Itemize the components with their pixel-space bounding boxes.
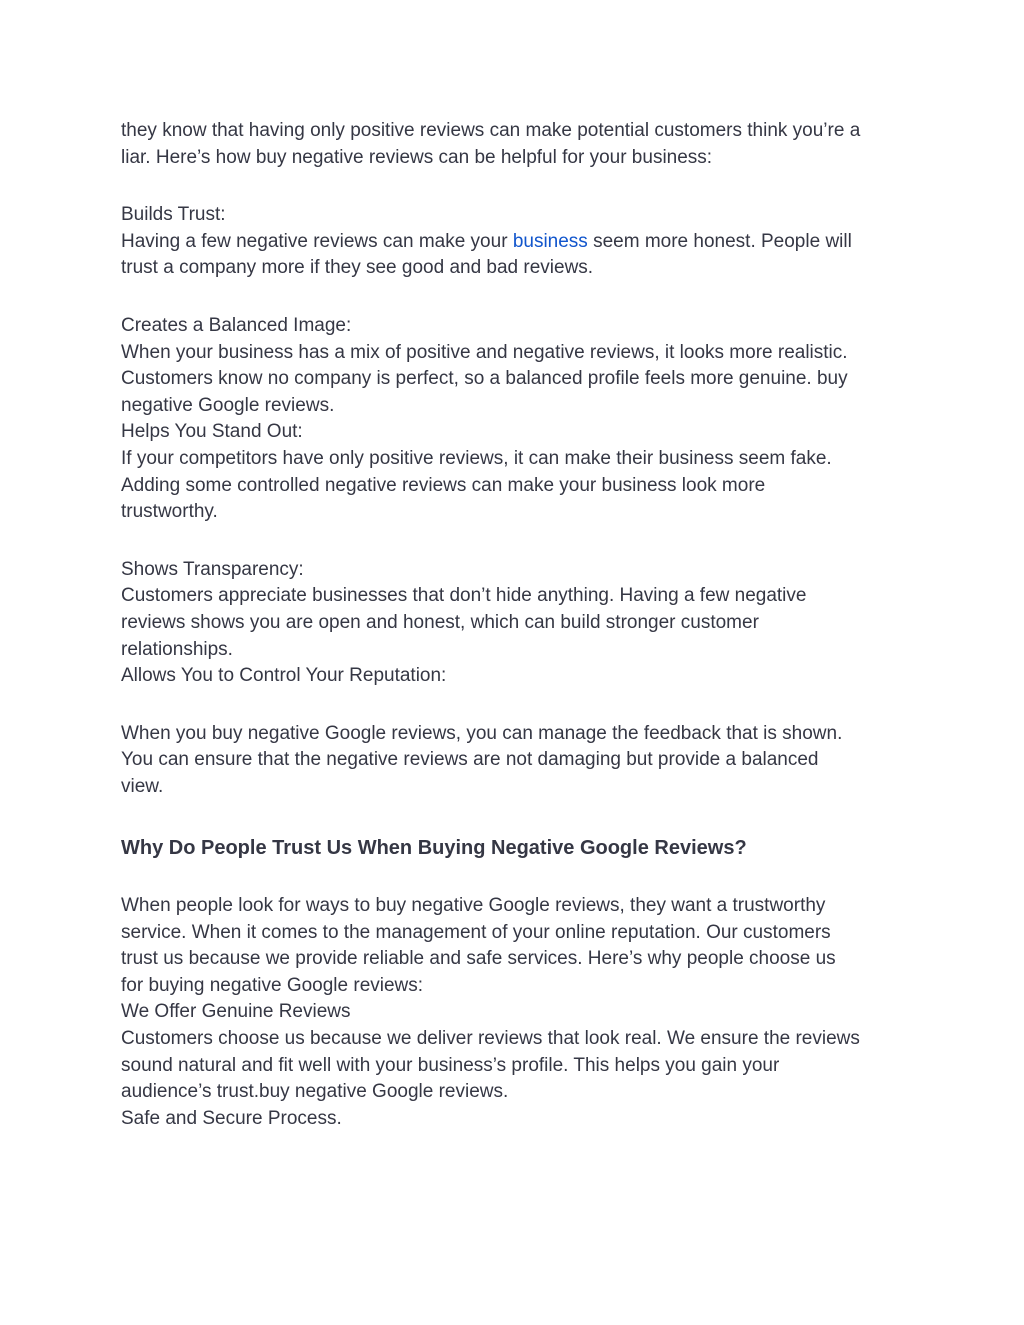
text-line: for buying negative Google reviews:	[121, 974, 424, 996]
section-title: Allows You to Control Your Reputation:	[121, 665, 447, 687]
text-line: trustworthy.	[121, 501, 218, 523]
text-line	[121, 229, 911, 256]
trust-intro-paragraph	[121, 893, 911, 999]
text-line: they know that having only positive reviews can make potential customers think you’re a	[121, 120, 861, 141]
text-fragment: seem more honest. People will	[587, 230, 852, 252]
text-line: When your business has a mix of positive and negative reviews, it looks more realistic.	[121, 341, 848, 363]
safe-process-section	[121, 1106, 911, 1133]
text-line: Customers choose us because we deliver reviews that look real. We ensure the reviews	[121, 1028, 860, 1050]
intro-paragraph	[121, 118, 911, 171]
text-line: If your competitors have only positive reviews, it can make their business seem fake.	[121, 447, 832, 469]
business-link[interactable]: business	[512, 230, 588, 252]
text-line: view.	[121, 775, 164, 797]
text-line: negative Google reviews.	[121, 394, 335, 416]
balanced-image-section	[121, 313, 911, 419]
section-title: Safe and Secure Process.	[121, 1107, 342, 1129]
text-line: audience’s trust.buy negative Google reviews.	[121, 1081, 509, 1103]
paragraph-spacer	[121, 282, 911, 313]
paragraph-spacer	[121, 862, 911, 893]
transparency-section	[121, 557, 911, 663]
text-line: Adding some controlled negative reviews can make your business look more	[121, 474, 766, 496]
text-fragment: Having a few negative reviews can make your	[121, 230, 513, 252]
section-title: Helps You Stand Out:	[121, 421, 303, 443]
text-line: relationships.	[121, 638, 233, 660]
text-line: liar. Here’s how buy negative reviews can be helpful for your business:	[121, 146, 713, 168]
paragraph-spacer	[121, 171, 911, 202]
stand-out-section	[121, 419, 911, 525]
document-page	[121, 118, 911, 1132]
text-line: trust us because we provide reliable and safe services. Here’s why people choose us	[121, 948, 836, 970]
builds-trust-section	[121, 202, 911, 282]
paragraph-spacer	[121, 526, 911, 557]
text-line: Customers appreciate businesses that don’t hide anything. Having a few negative	[121, 585, 807, 607]
text-line: When people look for ways to buy negative Google reviews, they want a trustworthy	[121, 895, 826, 917]
paragraph-spacer	[121, 690, 911, 721]
text-line: reviews shows you are open and honest, which can build stronger customer	[121, 611, 759, 633]
text-line: When you buy negative Google reviews, you can manage the feedback that is shown.	[121, 722, 843, 744]
section-title: Creates a Balanced Image:	[121, 314, 352, 336]
section-title: We Offer Genuine Reviews	[121, 1001, 351, 1023]
genuine-reviews-section	[121, 999, 911, 1105]
section-heading: Why Do People Trust Us When Buying Negative Google Reviews?	[121, 837, 747, 860]
control-section	[121, 663, 911, 800]
section-title: Shows Transparency:	[121, 558, 304, 580]
text-line: trust a company more if they see good and bad reviews.	[121, 257, 594, 279]
text-line: You can ensure that the negative reviews are not damaging but provide a balanced	[121, 749, 819, 771]
text-line: Customers know no company is perfect, so a balanced profile feels more genuine. buy	[121, 368, 848, 390]
section-title: Builds Trust:	[121, 204, 226, 226]
text-line: service. When it comes to the management of your online reputation. Our customers	[121, 921, 831, 943]
paragraph-spacer	[121, 800, 911, 831]
text-line: sound natural and fit well with your business’s profile. This helps you gain your	[121, 1054, 780, 1076]
